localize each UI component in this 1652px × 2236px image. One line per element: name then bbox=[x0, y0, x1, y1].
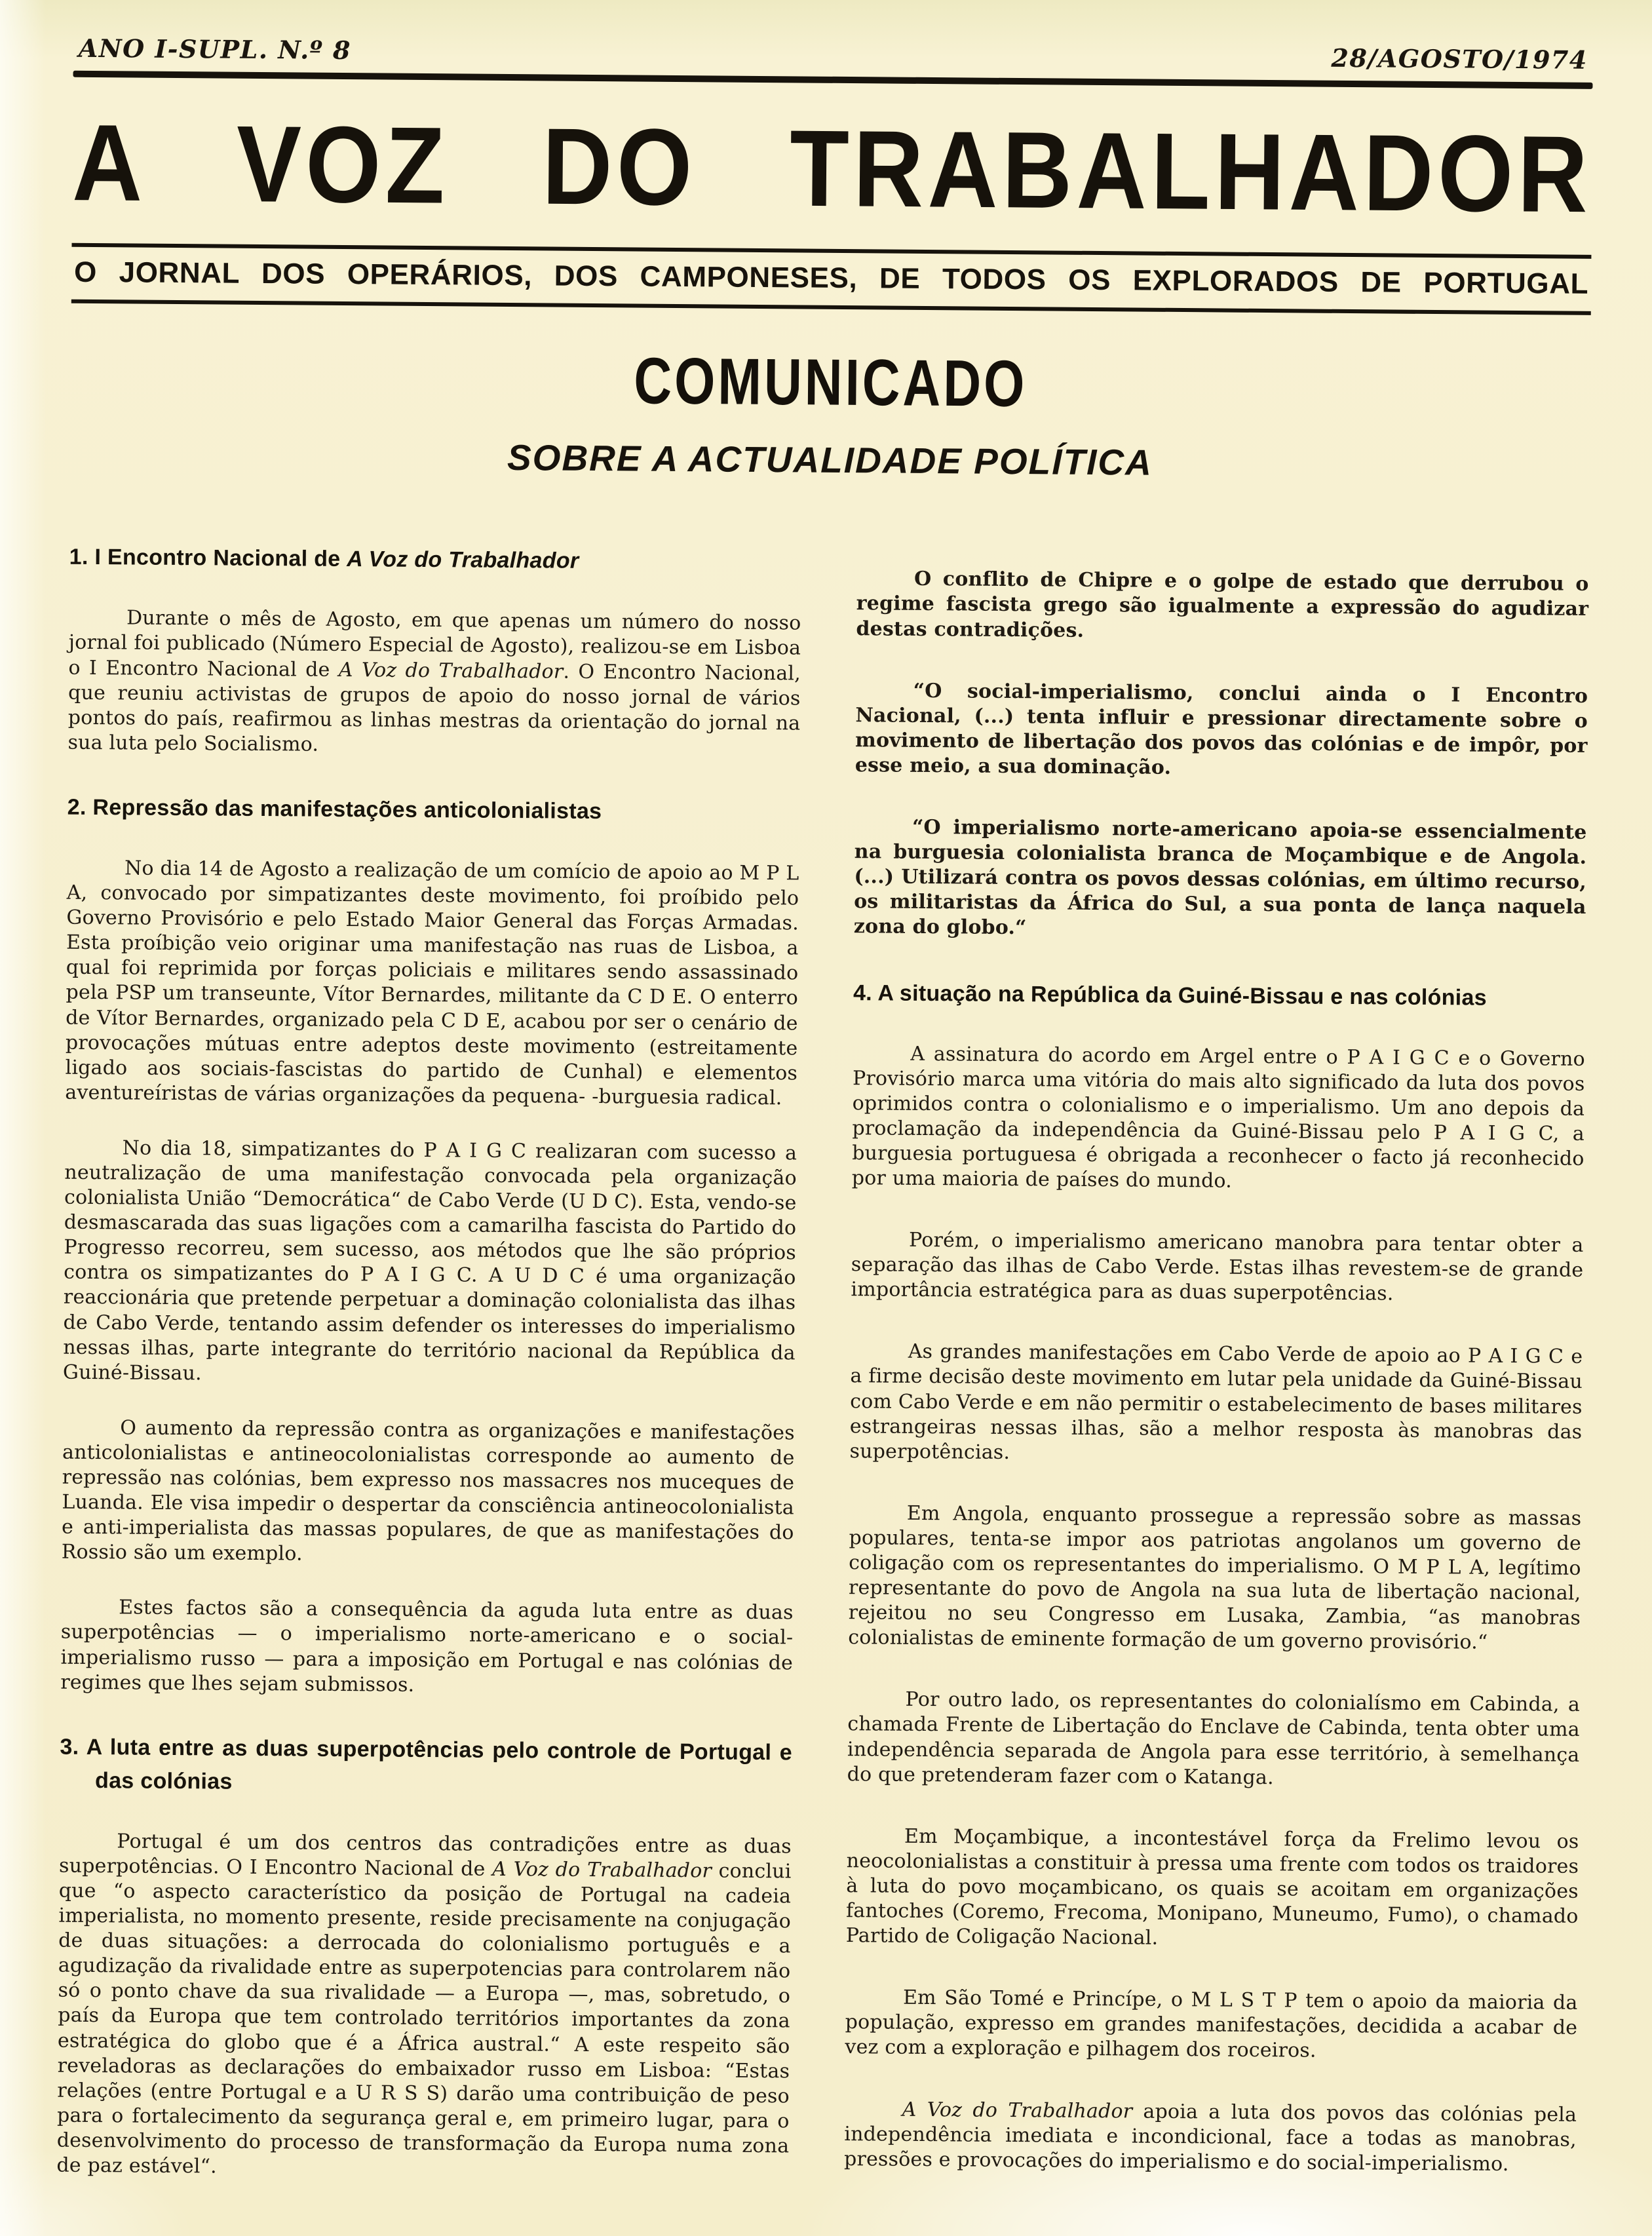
masthead-title: A VOZ DO TRABALHADOR bbox=[71, 102, 1593, 236]
paragraph: No dia 18, simpatizantes do P A I G C realizaran com sucesso a neutralização de uma manifestação convocada pela organização colonialista União “Democrática“ de Cabo Verde (U D C). Esta, vendo-se desmascarada das suas ligações com a camarilha fascista do Partido do Progresso recorreu, sem sucesso, aos métodos que lhe são próprios contra os simpatizantes do P A I G C. A U D C é uma organização reaccionária que pretende perpetuar a dominação colonialista das ilhas de Cabo Verde, tentando assim defender os interesses do imperialismo nessas ilhas, parte integrante do território nacional da República da Guiné-Bissau. bbox=[62, 1136, 797, 1385]
quote-paragraph: “O imperialismo norte-americano apoia-se essencialmente na burguesia colonialista branca de Moçambique e de Angola. (...) Utilizará contra os povos dessas colónias, em último recurso, os militaristas da África do Sul, a sua ponta de lança naquela zona do globo.“ bbox=[853, 815, 1587, 940]
paragraph: Estes factos são a consequência da aguda luta entre as duas superpotências — o imperialismo norte-americano e o social-imperialismo russo — para a imposição em Portugal e nas colónias de regimes que lhes sejam submissos. bbox=[60, 1596, 794, 1697]
paragraph: As grandes manifestações em Cabo Verde de apoio ao P A I G C e a firme decisão deste movimento em lutar pela unidade da Guiné-Bissau com Cabo Verde e em não permitir o estabelecimento de bases militares estrangeiras nessas ilhas, são a melhor resposta às manobras das superpotências. bbox=[849, 1340, 1583, 1464]
paragraph: Em São Tomé e Princípe, o M L S T P tem o apoio da maioria da população, expresso em grandes manifestações, decidida a acabar de vez com a exploração e pilhagem dos roceiros. bbox=[845, 1986, 1578, 2063]
paragraph: O aumento da repressão contra as organizações e manifestações anticolonialistas e antineocolonialistas corresponde ao aumento de repressão nas colónias, bem expresso nos massacres nos muceques de Luanda. Ele visa impedir o despertar da consciência antineocolonialista e anti-imperialista das massas populares, de que as manifestações do Rossio são um exemplo. bbox=[61, 1416, 795, 1566]
article-columns bbox=[56, 538, 1589, 2220]
paragraph: Porém, o imperialismo americano manobra para tentar obter a separação das ilhas de Cabo Verde. Estas ilhas revestem-se de grande importância estratégica para as duas superpotências. bbox=[851, 1228, 1584, 1305]
quote-paragraph: “O social-imperialismo, conclui ainda o I Encontro Nacional, (...) tenta influir e pressionar directamente sobre o movimento de libertação dos povos das colónias e de impôr, por esse meio, a sua dominação. bbox=[855, 679, 1588, 779]
subtitle-banner: O JORNAL DOS OPERÁRIOS, DOS CAMPONESES, DE TODOS OS EXPLORADOS DE PORTUGAL bbox=[71, 243, 1592, 315]
paragraph: No dia 14 de Agosto a realização de um comício de apoio ao M P L A, convocado por simpatizantes deste movimento, foi proíbido pelo Governo Provisório e pelo Estado Maior General das Forças Armadas. Esta proíbição veio originar uma manifestação nas ruas de Lisboa, a qual foi reprimida por forças policiais e militares sendo assassinado pela PSP um transeunte, Vítor Bernardes, militante da C D E. O enterro de Vítor Bernardes, organizado pela C D E, acabou por ser o cenário de provocações mútuas entre adeptos deste movimento (estreitamente ligado aos sociais-fascistas do partido de Cunhal) e elementos aventureíristas de várias organizações da pequena- -burguesia radical. bbox=[65, 857, 799, 1110]
communique-title: COMUNICADO bbox=[633, 344, 1028, 421]
section-4-heading: 4. A situação na República da Guiné-Bissau e nas colónias bbox=[853, 980, 1488, 1011]
paragraph: Durante o mês de Agosto, em que apenas um número do nosso jornal foi publicado (Número Especial de Agosto), realizou-se em Lisboa o I Encontro Nacional de A Voz do Trabalhador. O Encontro Nacional, que reuniu activistas de grupos de apoio do nosso jornal de vários pontos do país, reafirmou as linhas mestras da orientação do jornal na sua luta pelo Socialismo. bbox=[67, 606, 801, 756]
section-1-heading: 1. I Encontro Nacional de A Voz do Trabalhador bbox=[69, 545, 579, 574]
top-header bbox=[73, 33, 1593, 75]
date-label: 28/AGOSTO/1974 bbox=[1331, 43, 1588, 75]
communique-subtitle: SOBRE A ACTUALIDADE POLÍTICA bbox=[507, 437, 1153, 484]
paragraph: A Voz do Trabalhador apoia a luta dos povos das colónias pela independência imediata e incondicional, face a todas as manobras, pressões e provocações do imperialismo e do social-imperialismo. bbox=[843, 2098, 1577, 2176]
paragraph: A assinatura do acordo em Argel entre o P A I G C e o Governo Provisório marca uma vitória do mais alto significado da luta dos povos oprimidos contra o colonialismo e o imperialismo. Um ano depois da proclamação da independência da Guiné-Bissau pelo P A I G C, a burguesia portuguesa é obrigada a reconhecer o facto já reconhecido por uma maioria de países do mundo. bbox=[851, 1042, 1585, 1193]
scanned-sheet bbox=[56, 33, 1593, 2220]
paragraph: Em Angola, enquanto prossegue a repressão sobre as massas populares, tenta-se impor aos patriotas angolanos um governo de coligação com os representantes do imperialismo. O M P L A, legítimo representante do povo de Angola na sua luta de libertação nacional, rejeitou no seu Congresso em Lusaka, Zambia, “as manobras colonialistas de eminente formação de um governo provisório.“ bbox=[848, 1501, 1582, 1655]
paragraph: Em Moçambique, a incontestável força da Frelimo levou os neocolonialistas a constituir à pressa uma frente com todos os traidores à luta do povo moçambicano, os quais se acoitam em organizações fantoches (Coremo, Frecoma, Monipano, Muneumo, Fumo), o chamado Partido de Coligação Nacional. bbox=[845, 1824, 1579, 1950]
section-3-heading: 3. A luta entre as duas superpotências pelo controle de Portugal e das colónias bbox=[60, 1734, 793, 1794]
left-column bbox=[56, 538, 801, 2214]
paragraph: Por outro lado, os representantes do colonialísmo em Cabinda, a chamada Frente de Libertação do Enclave de Cabinda, tenta obter uma independência separada de Angola para esse território, à semelhança do que pretenderam fazer com o Katanga. bbox=[847, 1688, 1581, 1789]
header-rule bbox=[73, 71, 1593, 89]
edition-label: ANO I-SUPL. N.º 8 bbox=[78, 33, 352, 66]
section-2-heading: 2. Repressão das manifestações anticolonialistas bbox=[67, 794, 602, 824]
paragraph: Portugal é um dos centros das contradições entre as duas superpotências. O I Encontro Nacional de A Voz do Trabalhador conclui que “o aspecto característico da posição de Portugal na cadeia imperialista, no momento presente, reside precisamente na conjugação de duas situações: a derrocada do colonialismo português e a agudização da rivalidade entre as superpotencias para controlarem não só o ponto chave da sua rivalidade — a Europa —, mas, sobretudo, o país da Europa que tem controlado territórios importantes da zona estratégica do globo que é a África austral.“ A este respeito são reveladoras as declarações do embaixador russo em Lisboa: “Estas relações (entre Portugal e a U R S S) darão uma contribuição de peso para o fortalecimento da segurança geral e, em primeiro lugar, para o desenvolvimento do processo de transformação da Europa numa zona de paz estável“. bbox=[56, 1830, 792, 2178]
paragraph: O conflito de Chipre e o golpe de estado que derrubou o regime fascista grego são igualmente a expressão do agudizar destas contradições. bbox=[856, 568, 1589, 642]
right-column bbox=[843, 545, 1588, 2220]
